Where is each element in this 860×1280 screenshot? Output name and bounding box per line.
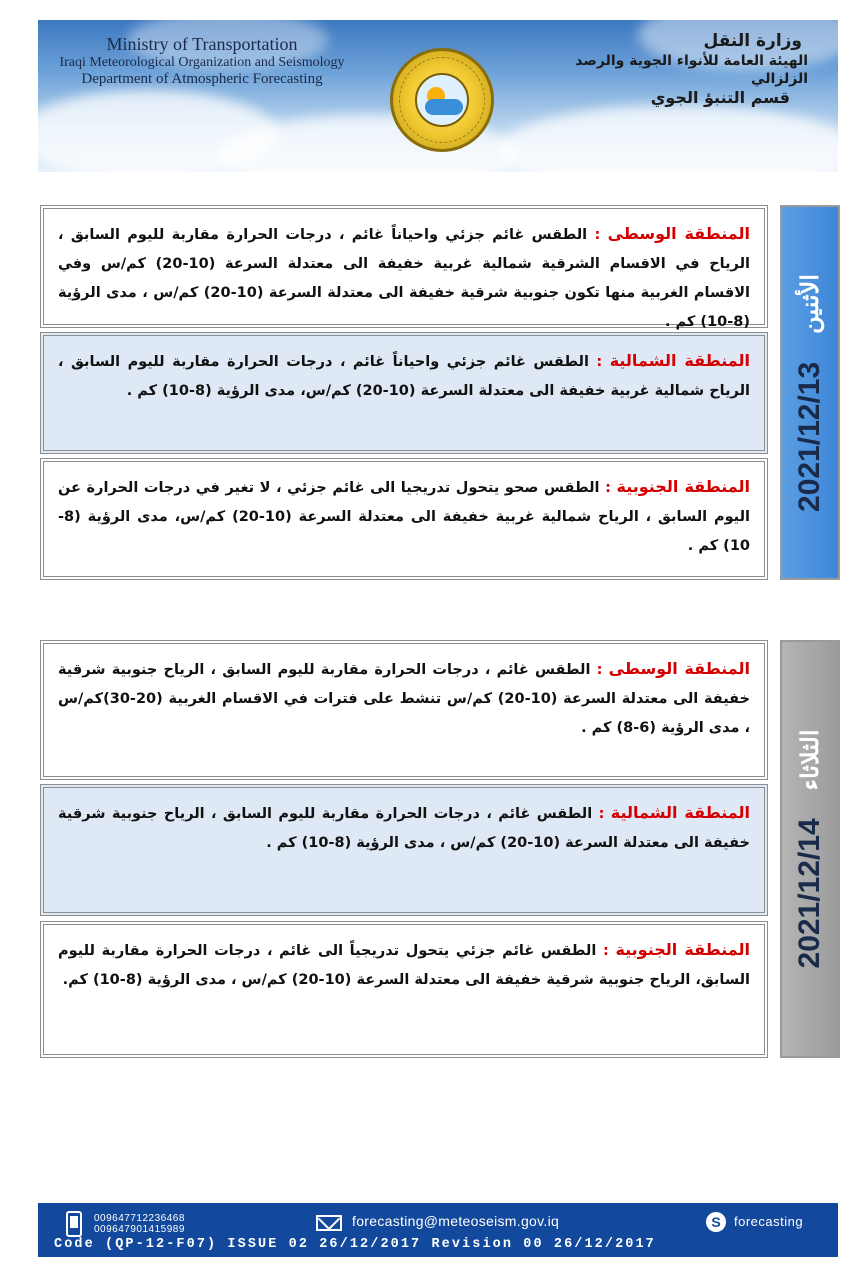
day-date: 2021/12/13 (793, 361, 826, 512)
region-north (40, 784, 768, 916)
region-forecast-text: الطقس صحو يتحول تدريجيا الى غائم جزئي ، لا تغير في درجات الحرارة عن اليوم السابق ، الرياح شمالية غربية خفيفة الى معتدلة السرعة (10-20) كم/س، مدى الرؤية (8-10) كم . (58, 480, 751, 554)
region-south (40, 458, 768, 580)
region-colon: : (592, 806, 605, 822)
ministry-name-ar: وزارة النقل (703, 31, 802, 51)
skype-icon: S (706, 1212, 726, 1232)
region-name: المنطقة الوسطى (607, 224, 750, 243)
region-colon: : (599, 480, 611, 496)
day-name: الأثنين (796, 273, 824, 334)
skype-handle[interactable]: forecasting (734, 1214, 804, 1229)
email-link[interactable]: forecasting@meteoseism.gov.iq (352, 1213, 560, 1229)
department-name-en: Department of Atmospheric Forecasting (81, 70, 323, 87)
region-colon: : (596, 943, 609, 959)
region-forecast-text: الطقس غائم جزئي واحياناً غائم ، درجات الحرارة مقاربة لليوم السابق ، الرياح في الاقسام الشرقية شمالية غربية خفيفة الى معتدلة السرعة (10-20) كم/س وفي الاقسام الغربية منها تكون جنوبية شرقية خفيفة الى معتدلة السرعة (10-20) كم/س ، مدى الرؤية (8-10) كم . (58, 227, 750, 330)
region-colon: : (587, 227, 601, 243)
header-english-titles (52, 34, 352, 88)
region-forecast-text: الطقس غائم جزئي يتحول تدريجياً الى غائم ، درجات الحرارة مقاربة لليوم السابق، الرياح جنوبية شرقية خفيفة الى معتدلة السرعة (10-20) كم/س ، مدى الرؤية (8-10) كم. (58, 943, 750, 988)
region-name: المنطقة الجنوبية (615, 940, 750, 959)
contact-footer (38, 1203, 838, 1257)
region-name: المنطقة الشمالية (609, 351, 750, 370)
cloud-icon (425, 99, 463, 115)
region-south (40, 921, 768, 1058)
phone-number-2[interactable]: 009647901415989 (94, 1224, 185, 1235)
forecast-day-2 (40, 640, 840, 1058)
day-date: 2021/12/14 (793, 818, 826, 969)
phone-number-1[interactable]: 009647712236468 (94, 1213, 185, 1224)
region-central (40, 205, 768, 328)
day-side-label (780, 205, 840, 580)
region-colon: : (590, 662, 603, 678)
region-central (40, 640, 768, 780)
region-forecast-text: الطقس غائم ، درجات الحرارة مقاربة لليوم السابق ، الرياح جنوبية شرقية خفيفة الى معتدلة السرعة (10-20) كم/س تنشط على فترات في الاقسام الغربية (20-30)كم/س ، مدى الرؤية (6-8) كم . (58, 662, 750, 736)
organization-logo (390, 48, 494, 152)
department-name-ar: قسم التنبؤ الجوي (650, 88, 790, 108)
forecast-day-1 (40, 205, 840, 580)
region-forecast-text: الطقس غائم جزئي واحياناً غائم ، درجات الحرارة مقاربة لليوم السابق ، الرياح شمالية غربية خفيفة الى معتدلة السرعة (10-20) كم/س، مدى الرؤية (8-10) كم . (58, 354, 750, 399)
phone-numbers (94, 1213, 185, 1235)
header-banner (38, 20, 838, 172)
logo-emblem (415, 73, 469, 127)
day-side-label (780, 640, 840, 1058)
phone-icon (66, 1211, 82, 1237)
day-name: الثلاثاء (796, 729, 824, 791)
region-name: المنطقة الشمالية (610, 803, 750, 822)
region-forecast-text: الطقس غائم ، درجات الحرارة مقاربة لليوم السابق ، الرياح جنوبية شرقية خفيفة الى معتدلة السرعة (10-20) كم/س ، مدى الرؤية (8-10) كم . (58, 806, 750, 851)
document-code-line: Code (QP-12-F07) ISSUE 02 26/12/2017 Revision 00 26/12/2017 (54, 1237, 656, 1252)
ministry-name-en: Ministry of Transportation (106, 34, 298, 54)
header-arabic-titles (548, 30, 808, 109)
region-name: المنطقة الوسطى (608, 659, 750, 678)
organization-name-ar: الهيئة العامة للأنواء الجوية والرصد الزلزالي (575, 53, 808, 88)
region-colon: : (588, 354, 603, 370)
mail-icon (316, 1215, 342, 1231)
organization-name-en: Iraqi Meteorological Organization and Seismology (59, 54, 345, 70)
region-north (40, 332, 768, 454)
region-name: المنطقة الجنوبية (616, 477, 750, 496)
